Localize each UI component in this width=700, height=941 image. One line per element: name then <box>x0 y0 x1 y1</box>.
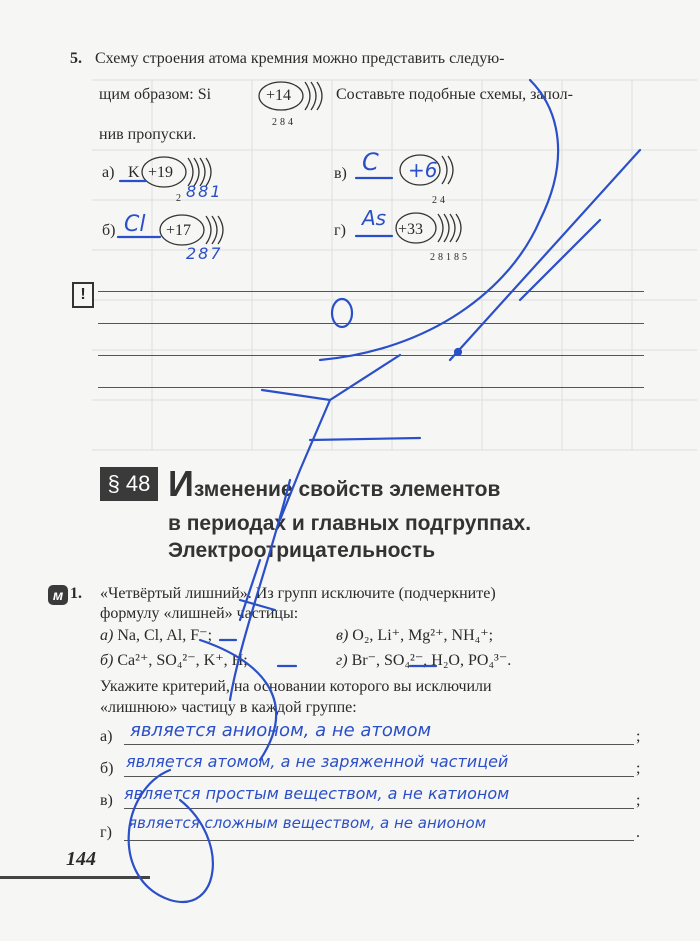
group-g-items: Br⁻, SO₄²⁻, H₂O, PO₄³⁻. <box>351 652 512 669</box>
exclamation-icon: ! <box>72 282 94 308</box>
group-v-items: O₂, Li⁺, Mg²⁺, NH₄⁺; <box>352 627 494 644</box>
task-1-number: 1. <box>70 585 82 602</box>
answer-a-text: является анионом, а не атомом <box>130 720 432 741</box>
item-b-label: б) <box>102 222 116 239</box>
item-b-symbol: Cl <box>124 212 146 237</box>
answer-b-text: является атомом, а не заряженной частицей <box>126 752 509 771</box>
section-badge: § 48 <box>100 467 158 501</box>
item-g-given: 28185 <box>430 252 470 263</box>
section-title-line-3: Электроотрицательность <box>168 539 436 562</box>
pen-scribbles <box>118 80 640 902</box>
task-5-number: 5. <box>70 50 82 67</box>
item-a-charge: +19 <box>148 164 174 181</box>
atom-shell-diagrams <box>142 82 461 245</box>
answer-v-text: является простым веществом, а не катионом <box>124 784 510 803</box>
item-g-charge: +33 <box>398 221 424 238</box>
answer-g-label: г) <box>100 824 112 841</box>
item-v-label: в) <box>334 165 347 182</box>
item-a-symbol: K <box>128 164 140 181</box>
answer-b-semicolon: ; <box>636 760 641 777</box>
answer-g-period: . <box>636 824 640 841</box>
answer-v-label: в) <box>100 792 113 809</box>
answer-a-label: а) <box>100 728 113 745</box>
task-5-line-3: нив пропуски. <box>99 126 197 143</box>
task-1-question-1: Укажите критерий, на основании которого вы исключили <box>100 678 492 695</box>
group-g-label: г) <box>336 652 348 669</box>
section-title-dropcap: И <box>168 463 194 504</box>
task-5-line-1: Схему строения атома кремния можно представить следую- <box>95 50 505 67</box>
task-5-line-2a: щим образом: Si <box>99 86 212 103</box>
section-title-line-2: в периодах и главных подгруппах. <box>168 512 532 535</box>
group-b-label: б) <box>100 652 114 669</box>
item-v-charge: +6 <box>408 158 438 182</box>
answer-g-text: является сложным веществом, а не анионом <box>128 814 487 832</box>
answer-a-semicolon: ; <box>636 728 641 745</box>
item-g-symbol: As <box>362 206 387 230</box>
group-a-items: Na, Cl, Al, F⁻; <box>117 627 213 644</box>
task-1-question-2: «лишнюю» частицу в каждой группе: <box>100 699 357 716</box>
group-a-label: а) <box>100 627 114 644</box>
task-1-line-2: формулу «лишней» частицы: <box>100 605 299 622</box>
item-a-label: а) <box>102 164 115 181</box>
answer-v-semicolon: ; <box>636 792 641 809</box>
item-v-given: 24 <box>432 195 448 206</box>
section-title-line-1-rest: зменение свойств элементов <box>193 478 501 501</box>
item-b-charge: +17 <box>166 222 192 239</box>
task-1-line-1: «Четвёртый лишний». Из групп исключите (подчеркните) <box>100 585 496 602</box>
group-v-label: в) <box>336 627 349 644</box>
si-charge: +14 <box>266 87 292 104</box>
task-5-line-2b: Составьте подобные схемы, запол- <box>336 86 573 103</box>
item-b-answer: 287 <box>186 244 223 263</box>
item-v-symbol: C <box>362 148 379 176</box>
item-a-answer: 881 <box>186 182 223 201</box>
item-a-given: 2 <box>176 193 184 204</box>
item-g-label: г) <box>334 222 346 239</box>
m-marker-icon: м <box>48 585 68 605</box>
group-b-items: Ca²⁺, SO₄²⁻, K⁺, H; <box>117 652 248 669</box>
si-electrons: 284 <box>272 117 296 128</box>
page-number: 144 <box>66 848 96 870</box>
answer-b-label: б) <box>100 760 114 777</box>
